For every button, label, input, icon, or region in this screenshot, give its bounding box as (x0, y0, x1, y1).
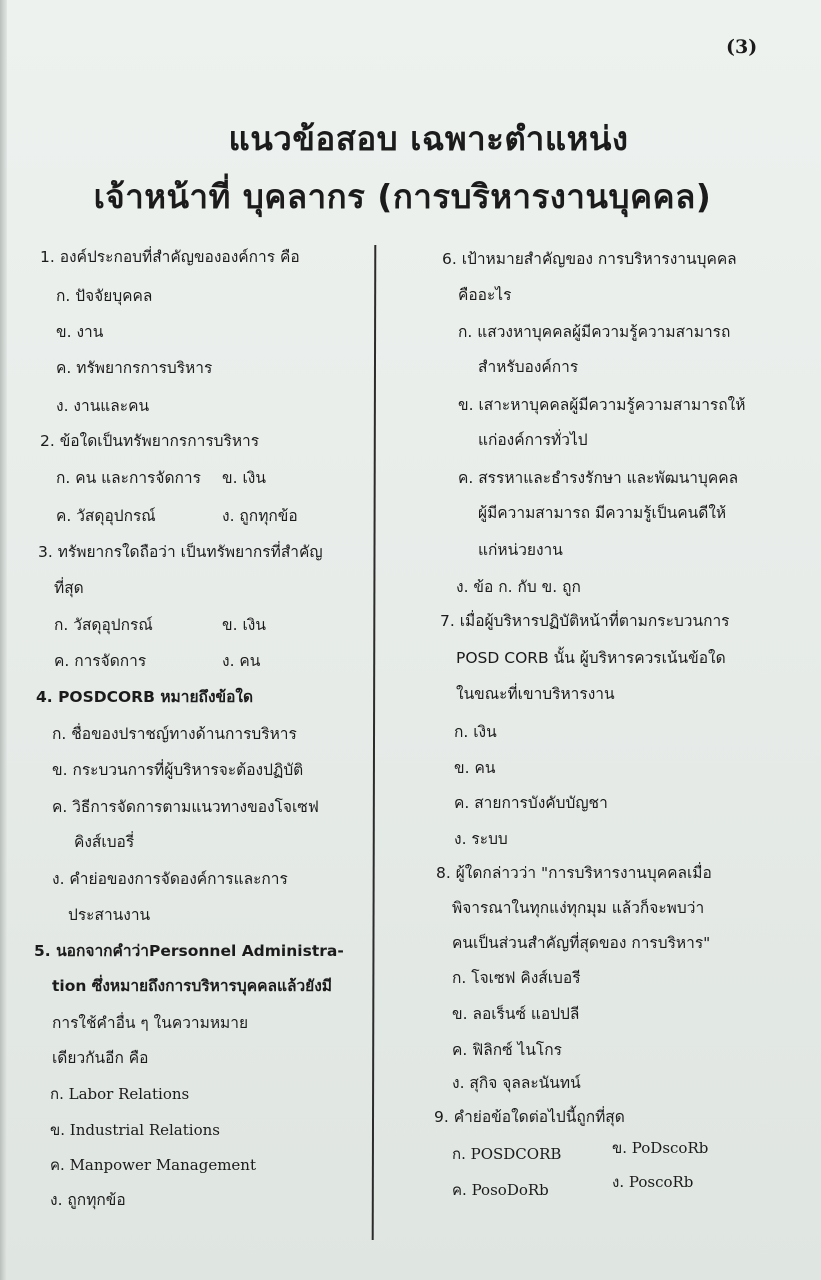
question-2-option-a: ก. คน และการจัดการ (56, 469, 201, 487)
question-6-option-c-line-1: ค. สรรหาและธำรงรักษา และพัฒนาบุคคล (458, 469, 739, 487)
question-9-option-a: ก. POSDCORB (452, 1145, 562, 1163)
question-9-option-d: ง. PoscoRb (612, 1173, 694, 1191)
question-3-option-a: ก. วัสดุอุปกรณ์ (54, 616, 153, 634)
question-5-option-d: ง. ถูกทุกข้อ (50, 1191, 126, 1209)
question-7-option-b: ข. คน (454, 759, 496, 777)
question-3-option-c: ค. การจัดการ (54, 652, 147, 670)
question-8-option-c: ค. ฟิลิกซ์ ไนโกร (452, 1041, 562, 1059)
question-4-option-a: ก. ชื่อของปราชญ์ทางด้านการบริหาร (52, 725, 297, 743)
question-4-option-c-line-2: คิงส์เบอรี่ (74, 833, 135, 851)
question-5-line-2: tion ซึ่งหมายถึงการบริหารบุคคลแล้วยังมี (52, 977, 333, 995)
page-title-line-2: เจ้าหน้าที่ บุคลากร (การบริหารงานบุคคล) (93, 177, 712, 216)
question-9-option-c: ค. PosoDoRb (452, 1181, 549, 1199)
question-6-line-2: คืออะไร (458, 286, 512, 304)
question-4-option-c-line-1: ค. วิธีการจัดการตามแนวทางของโจเซฟ (52, 798, 319, 816)
question-6-option-c-line-3: แก่หน่วยงาน (478, 541, 563, 559)
page-number: (3) (726, 36, 758, 58)
question-1-option-a: ก. ปัจจัยบุคคล (56, 287, 153, 305)
question-5-option-a: ก. Labor Relations (50, 1085, 190, 1103)
question-2-option-c: ค. วัสดุอุปกรณ์ (56, 507, 156, 525)
question-5-option-b: ข. Industrial Relations (50, 1121, 220, 1139)
question-1-option-b: ข. งาน (56, 323, 104, 341)
question-3-line-1: 3. ทรัพยากรใดถือว่า เป็นทรัพยากรที่สำคัญ (38, 543, 323, 561)
question-5-line-3: การใช้คำอื่น ๆ ในความหมาย (52, 1014, 249, 1032)
question-5-line-1: 5. นอกจากคำว่าPersonnel Administra- (34, 942, 344, 960)
question-7-option-d: ง. ระบบ (454, 830, 508, 848)
question-5-line-4: เดียวกันอีก คือ (52, 1049, 149, 1067)
question-7-line-1: 7. เมื่อผู้บริหารปฏิบัติหน้าที่ตามกระบวนการ (440, 612, 730, 630)
question-6-option-c-line-2: ผู้มีความสามารถ มีความรู้เป็นคนดีให้ (478, 504, 727, 522)
question-5-option-c: ค. Manpower Management (50, 1156, 256, 1174)
question-8-line-1: 8. ผู้ใดกล่าวว่า "การบริหารงานบุคคลเมื่อ (436, 864, 712, 882)
question-4-option-d-line-2: ประสานงาน (68, 906, 151, 924)
question-7-line-3: ในขณะที่เขาบริหารงาน (456, 685, 615, 703)
question-1-option-c: ค. ทรัพยากรการบริหาร (56, 359, 213, 377)
column-divider (372, 245, 377, 1240)
question-2-option-b: ข. เงิน (222, 469, 266, 487)
question-8-option-b: ข. ลอเร็นซ์ แอปปลี (452, 1005, 580, 1023)
question-1: 1. องค์ประกอบที่สำคัญขององค์การ คือ (40, 248, 300, 266)
question-8-option-a: ก. โจเซฟ คิงส์เบอรี (452, 969, 581, 987)
question-7-option-a: ก. เงิน (454, 723, 497, 741)
question-9-option-b: ข. PoDscoRb (612, 1139, 709, 1157)
question-6-option-a-line-1: ก. แสวงหาบุคคลผู้มีความรู้ความสามารถ (458, 323, 731, 341)
question-6-option-b-line-2: แก่องค์การทั่วไป (478, 431, 588, 449)
question-1-option-d: ง. งานและคน (56, 397, 150, 415)
question-4: 4. POSDCORB หมายถึงข้อใด (36, 688, 254, 706)
question-4-option-d-line-1: ง. คำย่อของการจัดองค์การและการ (52, 870, 288, 888)
page-title-line-1: แนวข้อสอบ เฉพาะตำแหน่ง (228, 119, 629, 158)
question-2: 2. ข้อใดเป็นทรัพยากรการบริหาร (40, 432, 260, 450)
question-3-line-2: ที่สุด (54, 579, 84, 597)
question-6-option-b-line-1: ข. เสาะหาบุคคลผู้มีความรู้ความสามารถให้ (458, 396, 746, 414)
question-7-line-2: POSD CORB นั้น ผู้บริหารควรเน้นข้อใด (456, 649, 726, 667)
question-2-option-d: ง. ถูกทุกข้อ (222, 507, 298, 525)
question-9: 9. คำย่อข้อใดต่อไปนี้ถูกที่สุด (434, 1108, 625, 1126)
question-3-option-d: ง. คน (222, 652, 261, 670)
question-3-option-b: ข. เงิน (222, 616, 266, 634)
question-8-line-3: คนเป็นส่วนสำคัญที่สุดของ การบริหาร" (452, 934, 711, 952)
question-6-line-1: 6. เป้าหมายสำคัญของ การบริหารงานบุคคล (442, 250, 737, 268)
question-6-option-a-line-2: สำหรับองค์การ (478, 358, 579, 376)
question-8-option-d: ง. สุกิจ จุลละนันทน์ (452, 1074, 581, 1092)
question-6-option-d: ง. ข้อ ก. กับ ข. ถูก (456, 578, 581, 596)
question-4-option-b: ข. กระบวนการที่ผู้บริหารจะต้องปฏิบัติ (52, 761, 304, 779)
question-8-line-2: พิจารณาในทุกแง่ทุกมุม แล้วก็จะพบว่า (452, 899, 705, 917)
question-7-option-c: ค. สายการบังคับบัญชา (454, 794, 608, 812)
